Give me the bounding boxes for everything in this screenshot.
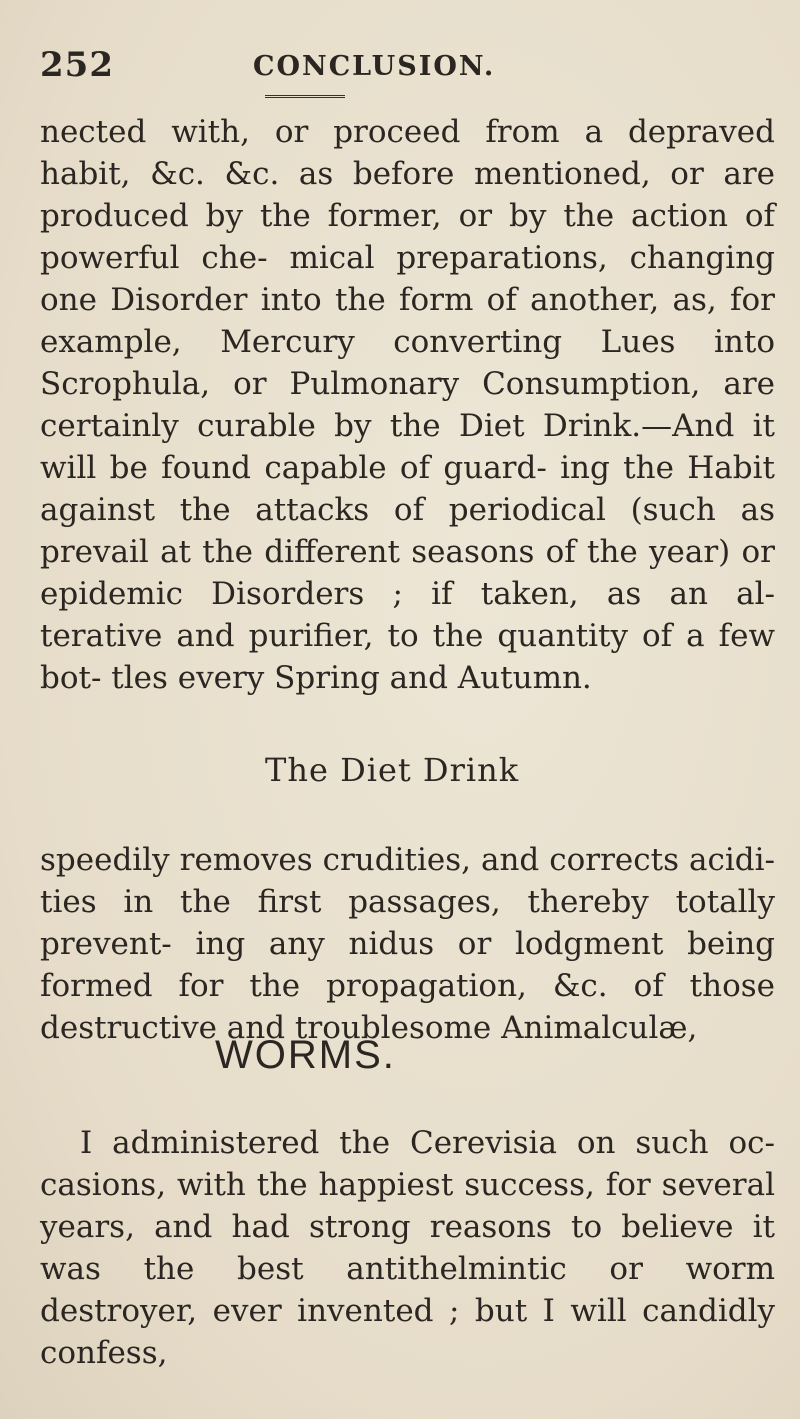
paragraph-worms: I administered the Cerevisia on such oc- casions, with the happiest success, for several years, and had strong reasons to believe it was the best antithelmintic or worm destroyer, ever invented ; but I will candidly confess, [40, 1125, 775, 1371]
heading-diet-drink: The Diet Drink [265, 751, 520, 789]
paragraph-consumption: nected with, or proceed from a depraved habit, &c. &c. as before mentioned, or are produced by the former, or by the action of powerful che- mical preparations, changing one Disorder into the form of another, as, for example, Mercury converting Lues into Scrophula, or Pulmonary Consumption, are certainly curable by the Diet Drink.—And it will be found capable of guard- ing the Habit against the attacks of periodical (such as prevail at the different seasons of the year) or epidemic Disorders ; if taken, as an al- terative and purifier, to the quantity of a few bot- tles every Spring and Autumn. [40, 114, 775, 696]
running-title: CONCLUSION. [253, 51, 496, 82]
paragraph-diet-drink: speedily removes crudities, and corrects acidi- ties in the first passages, thereby totally prevent- ing any nidus or lodgment being formed for the propagation, &c. of those destructive and troublesome Animalculæ, [40, 842, 775, 1046]
running-head [40, 45, 760, 85]
heading-worms: WORMS. [215, 1033, 396, 1077]
page-number: 252 [40, 45, 114, 85]
header-rule [265, 95, 345, 98]
